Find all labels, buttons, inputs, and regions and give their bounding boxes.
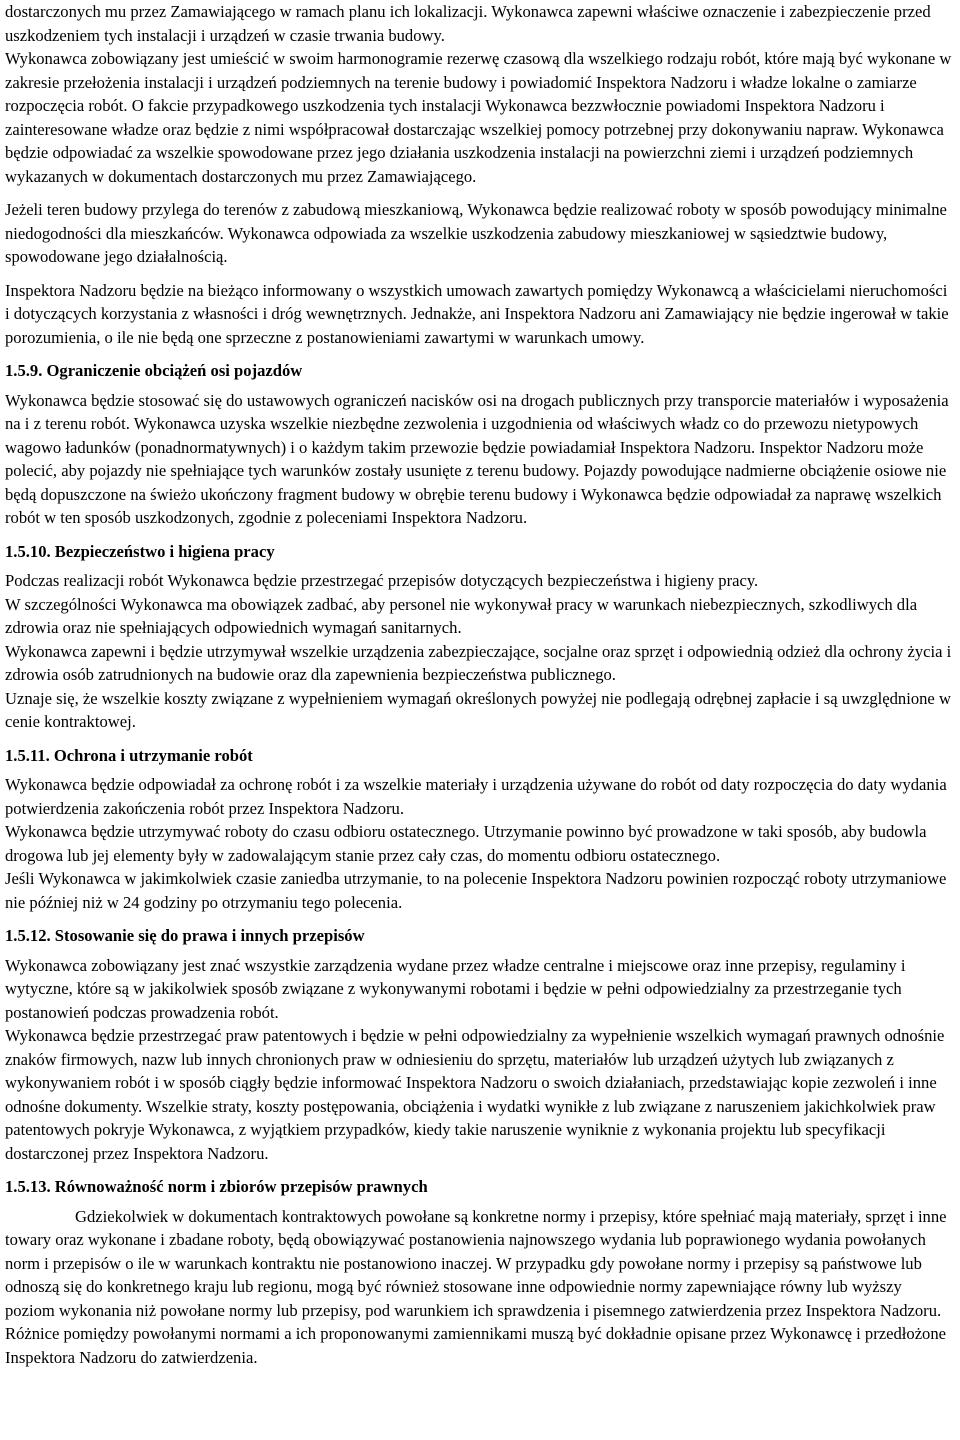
paragraph: Wykonawca będzie utrzymywać roboty do czasu odbioru ostatecznego. Utrzymanie powinno być prowadzone w taki sposób, aby budowla drogowa lub jej elementy były w zadowalającym stanie przez cały czas, do momentu odbioru ostatecznego. xyxy=(5,822,927,865)
document-page xyxy=(5,0,955,1369)
paragraph: Gdziekolwiek w dokumentach kontraktowych powołane są konkretne normy i przepisy, które spełniać mają materiały, sprzęt i inne towary oraz wykonane i zbadane roboty, będą obowiązywać postanowienia najnowszego wydania lub poprawionego wydania powołanych norm i przepisów o ile w warunkach kontraktu nie postanowiono inaczej. W przypadku gdy powołane normy i przepisy są państwowe lub odnoszą się do konkretnego kraju lub regionu, mogą być również stosowane inne odpowiednie normy zapewniające równy lub wyższy poziom wykonania niż powołane normy lub przepisy, pod warunkiem ich sprawdzenia i pisemnego zatwierdzenia przez Inspektora Nadzoru. Różnice pomiędzy powołanymi normami a ich proponowanymi zamiennikami muszą być dokładnie opisane przez Wykonawcę i przedłożone Inspektora Nadzoru do zatwierdzenia. xyxy=(5,1206,947,1367)
paragraph: Uznaje się, że wszelkie koszty związane z wypełnieniem wymagań określonych powyżej nie podlegają odrębnej zapłacie i są uwzględnione w cenie kontraktowej. xyxy=(5,688,951,731)
paragraph: Wykonawca będzie przestrzegać praw patentowych i będzie w pełni odpowiedzialny za wypełnienie wszelkich wymagań prawnych odnośnie znaków firmowych, nazw lub innych chronionych praw w odniesieniu do sprzętu, materiałów lub urządzeń użytych lub związanych z wykonywaniem robót i w sposób ciągły będzie informować Inspektora Nadzoru o swoich działaniach, przedstawiając kopie zezwoleń i inne odnośne dokumenty. Wszelkie straty, koszty postępowania, obciążenia i wydatki wynikłe z lub związane z naruszeniem jakichkolwiek praw patentowych pokryje Wykonawca, z wyjątkiem przypadków, kiedy takie naruszenie wyniknie z wykonania projektu lub specyfikacji dostarczonej przez Inspektora Nadzoru. xyxy=(5,1026,945,1163)
section-heading: 1.5.13. Równoważność norm i zbiorów przepisów prawnych xyxy=(5,1177,428,1196)
paragraph: Wykonawca zobowiązany jest znać wszystkie zarządzenia wydane przez władze centralne i miejscowe oraz inne przepisy, regulaminy i wytyczne, które są w jakikolwiek sposób związane z wykonywanymi robotami i będzie w pełni odpowiedzialny za przestrzeganie tych postanowień podczas prowadzenia robót. xyxy=(5,955,906,1022)
paragraph: Jeśli Wykonawca w jakimkolwiek czasie zaniedba utrzymanie, to na polecenie Inspektora Nadzoru powinien rozpocząć roboty utrzymaniowe nie później niż w 24 godziny po otrzymaniu tego polecenia. xyxy=(5,869,947,912)
paragraph: Wykonawca zobowiązany jest umieścić w swoim harmonogramie rezerwę czasową dla wszelkiego rodzaju robót, które mają być wykonane w zakresie przełożenia instalacji i urządzeń podziemnych na terenie budowy i powiadomić Inspektora Nadzoru i władze lokalne o zamiarze rozpoczęcia robót. O fakcie przypadkowego uszkodzenia tych instalacji Wykonawca bezzwłocznie powiadomi Inspektora Nadzoru i zainteresowane władze oraz będzie z nimi współpracował dostarczając wszelkiej pomocy potrzebnej przy dokonywaniu napraw. Wykonawca będzie odpowiadać za wszelkie spowodowane przez jego działania uszkodzenia instalacji na powierzchni ziemi i urządzeń podziemnych wykazanych w dokumentach dostarczonych mu przez Zamawiającego. xyxy=(5,49,952,186)
section-heading: 1.5.11. Ochrona i utrzymanie robót xyxy=(5,745,253,765)
paragraph: Inspektora Nadzoru będzie na bieżąco informowany o wszystkich umowach zawartych pomiędzy Wykonawcą a właścicielami nieruchomości i dotyczących korzystania z własności i dróg wewnętrznych. Jednakże, ani Inspektora Nadzoru ani Zamawiający nie będzie ingerował w takie porozumienia, o ile nie będą one sprzeczne z postanowieniami zawartymi w warunkach umowy. xyxy=(5,280,949,347)
section-heading: 1.5.12. Stosowanie się do prawa i innych przepisów xyxy=(5,926,365,945)
section-heading: 1.5.10. Bezpieczeństwo i higiena pracy xyxy=(5,541,275,561)
paragraph: Podczas realizacji robót Wykonawca będzie przestrzegać przepisów dotyczących bezpieczeństwa i higieny pracy. xyxy=(5,571,759,590)
paragraph: Wykonawca będzie stosować się do ustawowych ograniczeń nacisków osi na drogach publicznych przy transporcie materiałów i wyposażenia na i z terenu robót. Wykonawca uzyska wszelkie niezbędne zezwolenia i uzgodnienia od właściwych władz co do przewozu nietypowych wagowo ładunków (ponadnormatywnych) i o każdym takim przewozie będzie powiadamiał Inspektora Nadzoru. Inspektor Nadzoru może polecić, aby pojazdy nie spełniające tych warunków zostały usunięte z terenu budowy. Pojazdy powodujące nadmierne obciążenie osiowe nie będą dopuszczone na świeżo ukończony fragment budowy w obrębie terenu budowy i Wykonawca będzie odpowiadał za naprawę wszelkich robót w ten sposób uszkodzonych, zgodnie z poleceniami Inspektora Nadzoru. xyxy=(5,390,949,527)
paragraph: Wykonawca będzie odpowiadał za ochronę robót i za wszelkie materiały i urządzenia używane do robót od daty rozpoczęcia do daty wydania potwierdzenia zakończenia robót przez Inspektora Nadzoru. xyxy=(5,775,947,818)
paragraph: Wykonawca zapewni i będzie utrzymywał wszelkie urządzenia zabezpieczające, socjalne oraz sprzęt i odpowiednią odzież dla ochrony życia i zdrowia osób zatrudnionych na budowie oraz dla zapewnienia bezpieczeństwa publicznego. xyxy=(5,641,952,684)
paragraph: Jeżeli teren budowy przylega do terenów z zabudową mieszkaniową, Wykonawca będzie realizować roboty w sposób powodujący minimalne niedogodności dla mieszkańców. Wykonawca odpowiada za wszelkie uszkodzenia zabudowy mieszkaniowej w sąsiedztwie budowy, spowodowane jego działalnością. xyxy=(5,200,947,266)
paragraph: W szczególności Wykonawca ma obowiązek zadbać, aby personel nie wykonywał pracy w warunkach niebezpiecznych, szkodliwych dla zdrowia oraz nie spełniających odpowiednich wymagań sanitarnych. xyxy=(5,594,918,637)
paragraph: dostarczonych mu przez Zamawiającego w ramach planu ich lokalizacji. Wykonawca zapewni właściwe oznaczenie i zabezpieczenie przed uszkodzeniem tych instalacji i urządzeń w czasie trwania budowy. xyxy=(5,2,931,45)
section-heading: 1.5.9. Ograniczenie obciążeń osi pojazdów xyxy=(5,361,303,380)
